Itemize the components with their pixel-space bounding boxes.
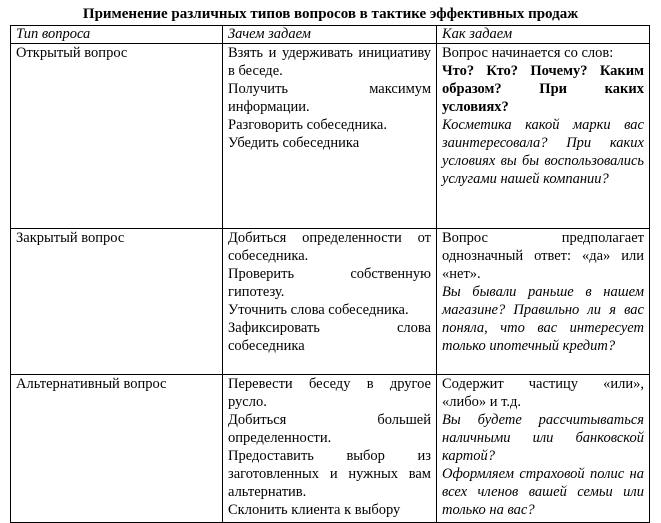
how-example: Оформляем страховой полис на всех членов вашей семьи или только на вас? (442, 466, 644, 518)
how-example: Вы будете рассчитываться наличными или банковской картой? (442, 412, 644, 464)
page-title: Применение различных типов вопросов в тактике эффективных продаж (82, 6, 579, 22)
how-example: Косметика какой марки вас заинтересовала? При каких условиях вы бы воспользовались услугами нашей компании? (442, 117, 644, 187)
row-type-open: Открытый вопрос (11, 44, 223, 229)
header-type: Тип вопроса (11, 26, 223, 44)
row-how-open (437, 44, 650, 229)
row-why-open (223, 44, 437, 229)
row-why-closed (223, 229, 437, 375)
question-types-table (10, 25, 650, 523)
row-how-closed (437, 229, 650, 375)
table-row (11, 229, 650, 375)
table-row (11, 375, 650, 523)
why-item: Уточнить слова собеседника. (228, 302, 409, 318)
header-why: Зачем задаем (223, 26, 437, 44)
how-keywords: Что? Кто? Почему? Каким образом? При каких условиях? (442, 63, 644, 115)
row-why-alternative (223, 375, 437, 523)
why-item: Склонить клиента к выбору (228, 502, 401, 518)
how-intro: Содержит частицу «или», «либо» и т.д. (442, 376, 644, 410)
why-item: Добиться определенности от собеседника. (228, 230, 431, 264)
why-item: Убедить собеседника (228, 135, 360, 151)
header-how: Как задаем (437, 26, 650, 44)
why-item: Перевести беседу в другое русло. (228, 376, 431, 410)
row-type-closed: Закрытый вопрос (11, 229, 223, 375)
how-intro: Вопрос начинается со слов: (442, 45, 614, 61)
why-item: Получить максимум информации. (228, 81, 431, 115)
why-item: Проверить собственную гипотезу. (228, 266, 431, 300)
why-item: Взять и удерживать инициативу в беседе. (228, 45, 431, 79)
row-how-alternative (437, 375, 650, 523)
row-type-alternative: Альтернативный вопрос (11, 375, 223, 523)
table-header-row (11, 26, 650, 44)
why-item: Зафиксировать слова собеседника (228, 320, 431, 354)
why-item: Добиться большей определенности. (228, 412, 431, 446)
how-intro: Вопрос предполагает однозначный ответ: «да» или «нет». (442, 230, 644, 282)
why-item: Предоставить выбор из заготовленных и нужных вам альтернатив. (228, 448, 431, 500)
why-item: Разговорить собеседника. (228, 117, 387, 133)
table-row (11, 44, 650, 229)
how-example: Вы бывали раньше в нашем магазине? Правильно ли я вас поняла, что вас интересует только ипотечный кредит? (442, 284, 644, 354)
